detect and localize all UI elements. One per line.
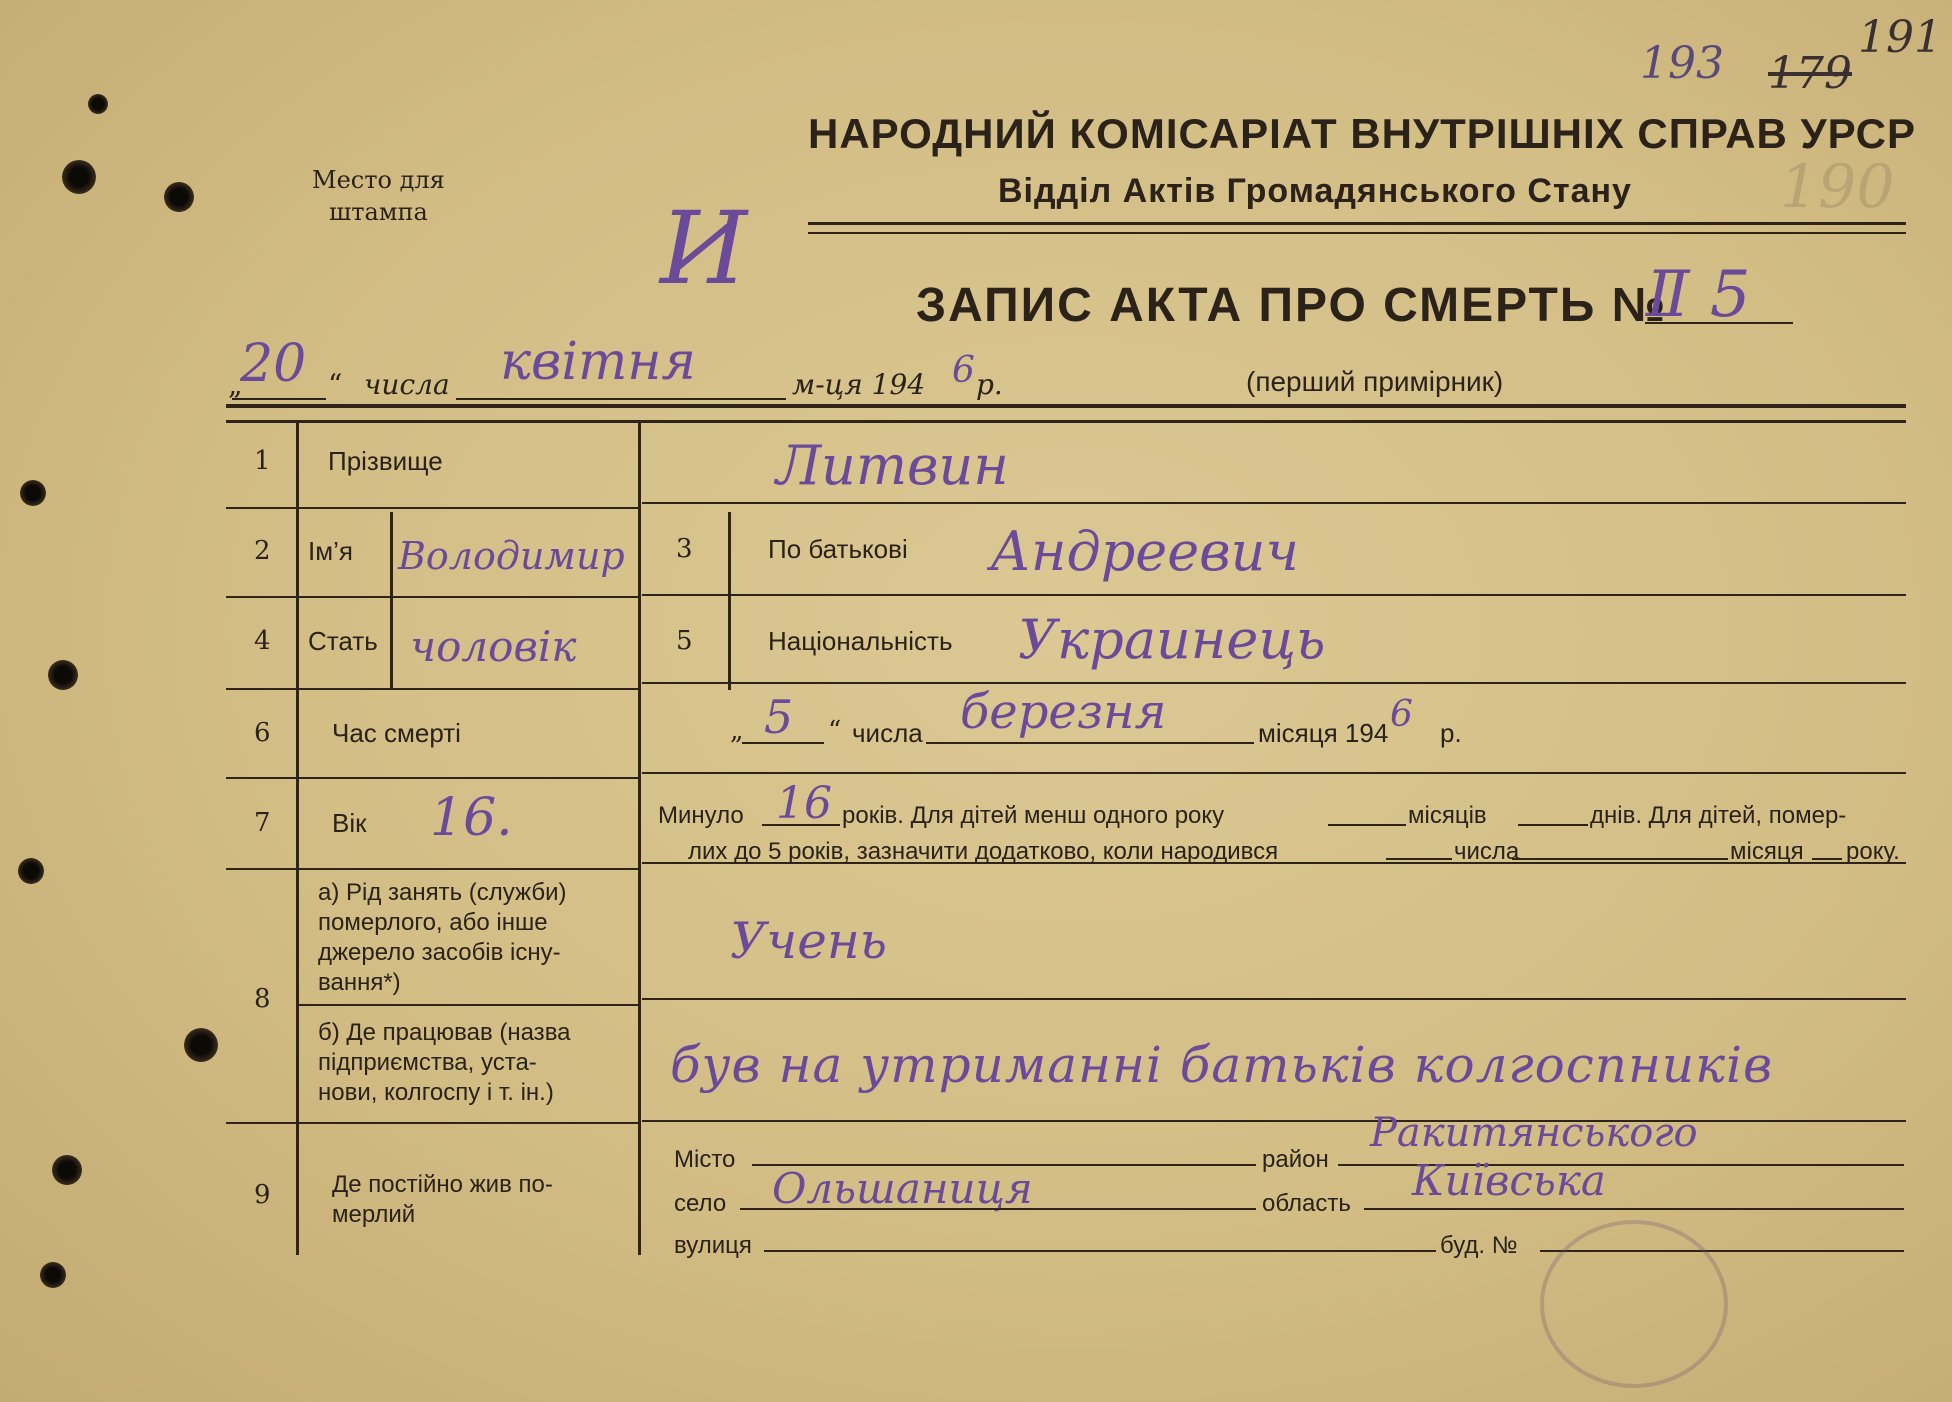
round-seal-icon (1540, 1220, 1728, 1388)
district-value: Ракитянського (1370, 1110, 1698, 1156)
quote-open: „ (228, 368, 243, 401)
row-1-label: Прізвище (328, 446, 443, 476)
sex-value: чоловік (410, 622, 577, 671)
row-9-number: 9 (254, 1180, 271, 1210)
punch-hole-icon (88, 94, 108, 114)
archive-number-a: 193 (1640, 38, 1724, 89)
death-year-digit: 6 (1390, 694, 1413, 735)
punch-hole-icon (164, 182, 194, 212)
copy-label: (перший примірник) (1246, 366, 1504, 397)
archive-number-c: 191 (1858, 12, 1942, 63)
ministry-title: НАРОДНИЙ КОМІСАРІАТ ВНУТРІШНІХ СПРАВ УРСР (808, 110, 1916, 157)
death-day-value: 5 (764, 690, 794, 744)
row-1-number: 1 (254, 446, 271, 476)
first-name-value: Володимир (398, 534, 625, 578)
age-line2-a: лих до 5 років, зазначити додатково, коли народився (688, 838, 1279, 865)
street-label: вулиця (674, 1232, 752, 1259)
row-6-label: Час смерті (332, 718, 461, 748)
record-title: ЗАПИС АКТА ПРО СМЕРТЬ № (916, 279, 1668, 332)
row-3-label: По батькові (768, 534, 908, 564)
punch-hole-icon (184, 1028, 218, 1062)
surname-value: Литвин (776, 434, 1009, 497)
row-7-label: Вік (332, 808, 367, 838)
city-label: Місто (674, 1146, 736, 1173)
age-value: 16. (430, 788, 513, 848)
patronymic-value: Андреевич (990, 520, 1299, 583)
age-years-value: 16 (776, 778, 832, 829)
house-label: буд. № (1440, 1232, 1518, 1259)
punch-hole-icon (18, 858, 44, 884)
age-minulo-label: Минуло (658, 802, 744, 829)
village-value: Ольшаниця (772, 1164, 1033, 1213)
age-line2-c: місяця (1730, 838, 1804, 865)
row-4-number: 4 (254, 626, 271, 656)
row-2-number: 2 (254, 536, 271, 566)
archive-number-b: 179 (1768, 48, 1852, 99)
date-year-digit: 6 (952, 350, 975, 391)
date-day-value: 20 (240, 334, 307, 394)
row-6-number: 6 (254, 718, 271, 748)
district-label: район (1262, 1146, 1329, 1173)
occupation-label: а) Рід занять (служби) померлого, або інше джерело засобів існу- вання*) (318, 879, 567, 996)
row-7-number: 7 (254, 808, 271, 838)
punch-hole-icon (40, 1262, 66, 1288)
punch-hole-icon (20, 480, 46, 506)
punch-hole-icon (48, 660, 78, 690)
death-year-suffix: р. (1440, 718, 1462, 748)
row-5-label: Національність (768, 626, 953, 656)
row-2-label: Ім’я (308, 536, 353, 566)
residence-label: Де постійно жив по- мерлий (332, 1171, 553, 1228)
letter-mark: И (660, 190, 748, 307)
archive-number-d: 190 (1780, 152, 1895, 222)
death-day-label: числа (852, 718, 923, 748)
age-months-text: місяців (1408, 802, 1487, 829)
record-number: Ⅱ 5 (1646, 258, 1751, 332)
date-day-label: числа (364, 368, 450, 401)
stamp-place-label: Место для штампа (312, 166, 445, 226)
workplace-label: б) Де працював (назва підприємства, уста- нови, колгоспу і т. ін.) (318, 1019, 571, 1106)
quote-close: “ (328, 368, 343, 401)
death-month-label: місяця 194 (1258, 718, 1389, 748)
death-month-value: березня (960, 684, 1167, 740)
date-month-label: м-ця 194 (792, 368, 926, 401)
row-4-label: Стать (308, 626, 378, 656)
punch-hole-icon (62, 160, 96, 194)
nationality-value: Украинець (1018, 608, 1326, 671)
row-8-number: 8 (254, 984, 271, 1014)
date-month-value: квітня (500, 332, 696, 392)
punch-hole-icon (52, 1155, 82, 1185)
death-quote-open: „ (730, 716, 744, 746)
death-quote-close: “ (828, 716, 842, 746)
row-5-number: 5 (676, 626, 693, 656)
age-line2-b: числа (1454, 838, 1520, 865)
date-year-suffix: р. (976, 368, 1003, 401)
age-years-text: років. Для дітей менш одного року (842, 802, 1225, 829)
row-3-number: 3 (676, 534, 693, 564)
age-line2-d: року. (1846, 838, 1900, 865)
age-days-text: днів. Для дітей, помер- (1590, 802, 1847, 829)
workplace-value: був на утриманні батьків колгоспників (670, 1036, 1774, 1094)
region-value: Київська (1412, 1156, 1606, 1205)
region-label: область (1262, 1190, 1351, 1217)
village-label: село (674, 1190, 727, 1217)
occupation-value: Учень (730, 912, 887, 970)
department-title: Відділ Актів Громадянського Стану (998, 172, 1632, 210)
